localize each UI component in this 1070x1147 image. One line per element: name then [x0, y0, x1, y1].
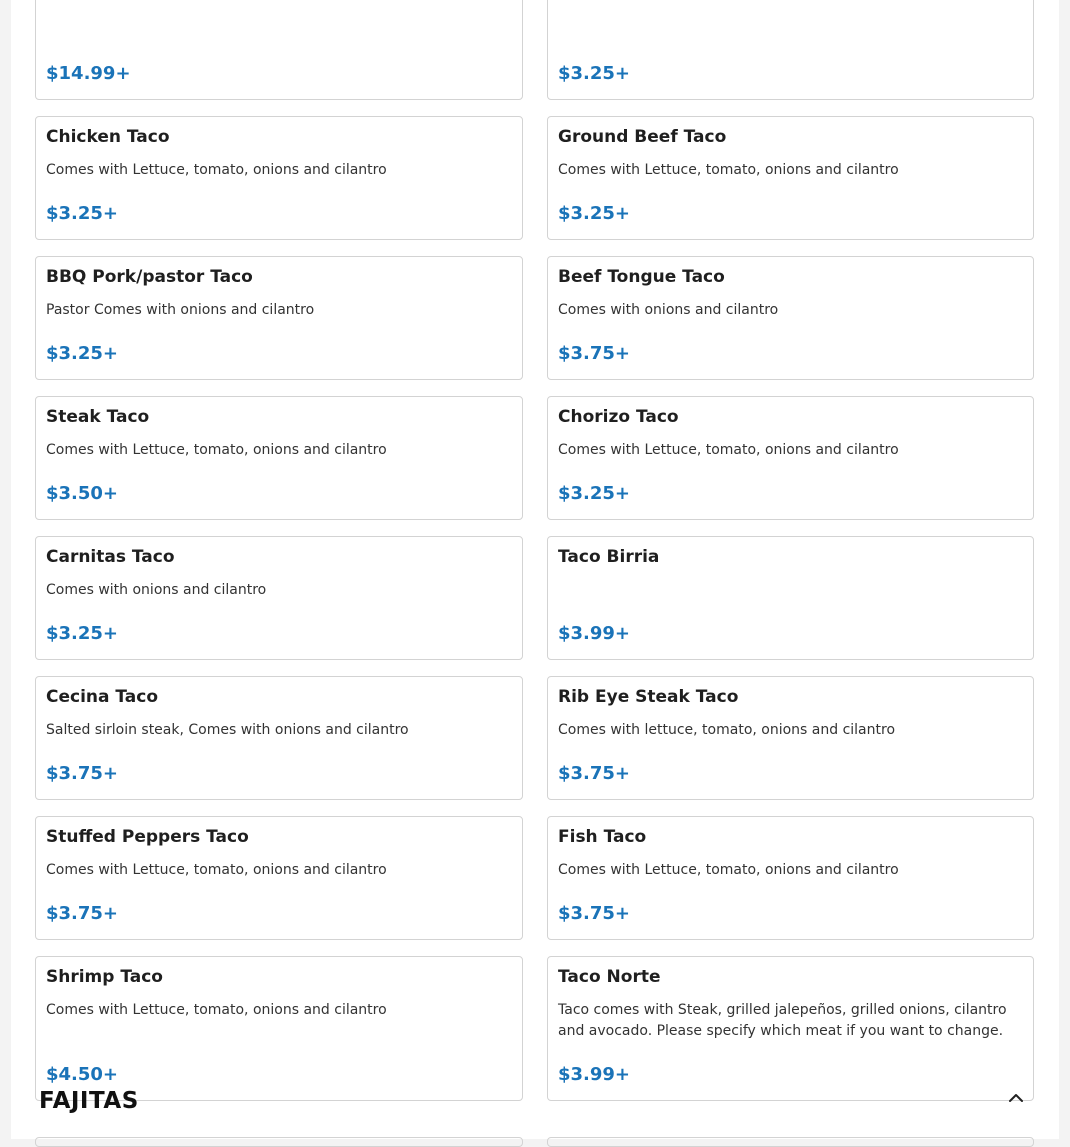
menu-item-description: Comes with Lettuce, tomato, onions and cilantro: [558, 862, 899, 878]
menu-item-price: $3.25+: [46, 203, 119, 224]
menu-item-name: Taco Norte: [558, 967, 661, 987]
menu-item-card[interactable]: [547, 536, 1034, 660]
menu-item-grid: [35, 0, 1034, 1101]
menu-item-card[interactable]: [547, 676, 1034, 800]
menu-item-description: Comes with onions and cilantro: [46, 582, 267, 598]
menu-item-card[interactable]: [35, 396, 523, 520]
menu-item-name: [46, 0, 512, 7]
menu-item-description: Comes with lettuce, tomato, onions and cilantro: [558, 722, 896, 738]
menu-item-description: Salted sirloin steak, Comes with onions and cilantro: [46, 722, 409, 738]
menu-item-card[interactable]: [35, 116, 523, 240]
menu-item-price: $3.25+: [558, 483, 631, 504]
menu-item-card[interactable]: [35, 956, 523, 1101]
menu-item-card[interactable]: [547, 816, 1034, 940]
menu-item-description: [558, 580, 1023, 605]
menu-item-card[interactable]: [35, 256, 523, 380]
menu-item-name: Taco Birria: [558, 547, 660, 567]
menu-item-description: Taco comes with Steak, grilled jalepeños, grilled onions, cilantro and avocado. Please specify which meat if you want to change.: [558, 1002, 1007, 1039]
menu-item-name: Stuffed Peppers Taco: [46, 827, 249, 847]
menu-item-name: BBQ Pork/pastor Taco: [46, 267, 253, 287]
menu-item-card[interactable]: [35, 0, 523, 100]
menu-item-description: Comes with Lettuce, tomato, onions and cilantro: [558, 162, 899, 178]
menu-item-name: Shrimp Taco: [46, 967, 163, 987]
menu-item-price: $3.50+: [46, 483, 119, 504]
menu-item-price: $3.75+: [558, 763, 631, 784]
menu-item-name: Fish Taco: [558, 827, 647, 847]
menu-item-name: Chorizo Taco: [558, 407, 679, 427]
menu-item-description: Comes with Lettuce, tomato, onions and cilantro: [46, 862, 387, 878]
menu-item-description: Comes with Lettuce, tomato, onions and cilantro: [46, 442, 387, 458]
menu-item-card[interactable]: [35, 536, 523, 660]
menu-item-name: Ground Beef Taco: [558, 127, 727, 147]
menu-item-price: $3.75+: [558, 903, 631, 924]
menu-item-card[interactable]: [547, 0, 1034, 100]
menu-item-description: Comes with Lettuce, tomato, onions and cilantro: [46, 162, 387, 178]
menu-item-name: Rib Eye Steak Taco: [558, 687, 739, 707]
menu-item-name: [558, 0, 1023, 7]
menu-item-price: $3.25+: [558, 63, 631, 84]
menu-item-description: Pastor Comes with onions and cilantro: [46, 302, 315, 318]
menu-item-name: Beef Tongue Taco: [558, 267, 725, 287]
menu-item-description: Comes with Lettuce, tomato, onions and cilantro: [46, 1002, 387, 1018]
menu-item-name: Carnitas Taco: [46, 547, 175, 567]
menu-item-name: Steak Taco: [46, 407, 150, 427]
menu-item-price: $3.99+: [558, 1064, 631, 1085]
menu-item-description: Comes with Lettuce, tomato, onions and cilantro: [558, 442, 899, 458]
menu-item-price: $4.50+: [46, 1064, 119, 1085]
menu-item-description: Comes with onions and cilantro: [558, 302, 779, 318]
menu-item-card[interactable]: [547, 116, 1034, 240]
menu-item-price: $3.25+: [558, 203, 631, 224]
menu-page: [11, 0, 1059, 1139]
menu-item-card[interactable]: [547, 396, 1034, 520]
menu-item-description: [46, 20, 512, 45]
menu-item-price: $14.99+: [46, 63, 131, 84]
menu-item-card[interactable]: [547, 256, 1034, 380]
menu-item-name: Cecina Taco: [46, 687, 159, 707]
menu-item-price: $3.25+: [46, 343, 119, 364]
menu-item-price: $3.75+: [46, 903, 119, 924]
chevron-up-icon[interactable]: [1004, 1086, 1028, 1110]
menu-item-name: Chicken Taco: [46, 127, 170, 147]
menu-item-price: $3.25+: [46, 623, 119, 644]
menu-item-card[interactable]: [35, 816, 523, 940]
section-header-fajitas[interactable]: [39, 1086, 1038, 1120]
section-title: FAJITAS: [39, 1088, 139, 1114]
menu-item-description: [558, 20, 1023, 45]
menu-item-price: $3.99+: [558, 623, 631, 644]
menu-item-price: $3.75+: [558, 343, 631, 364]
menu-item-card[interactable]: [547, 956, 1034, 1101]
menu-item-card[interactable]: [35, 676, 523, 800]
menu-item-price: $3.75+: [46, 763, 119, 784]
